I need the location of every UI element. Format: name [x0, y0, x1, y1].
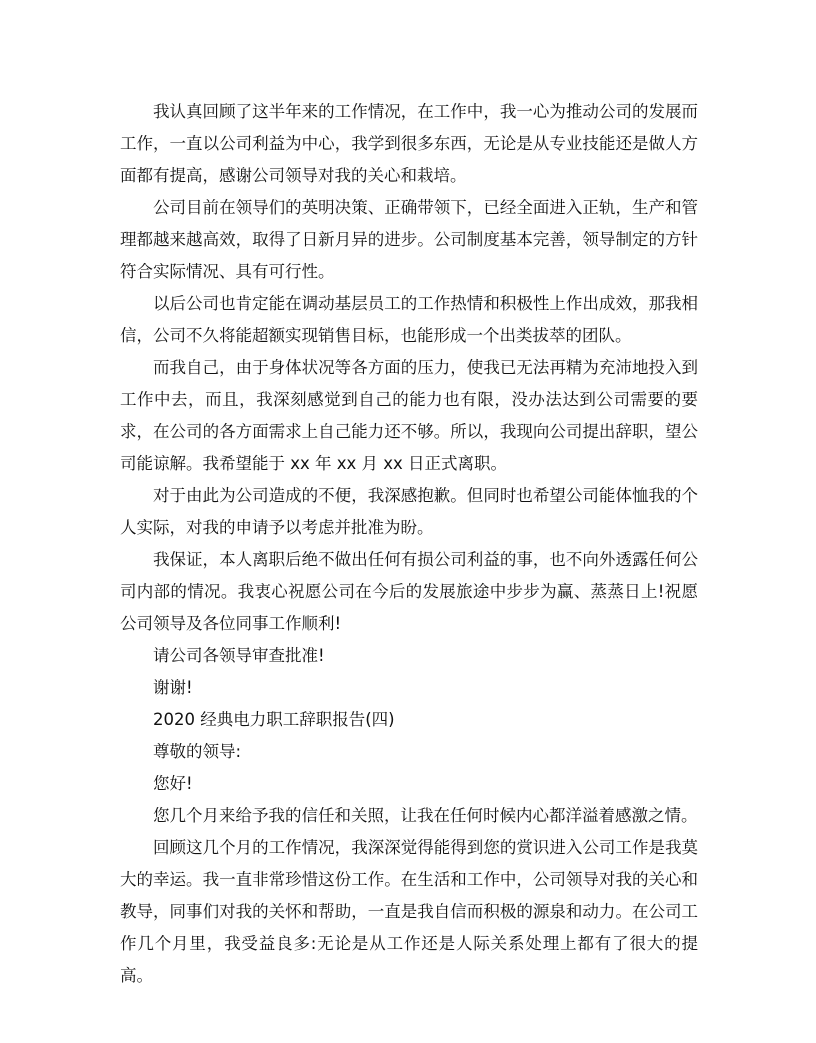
paragraph-8: 谢谢!: [153, 678, 193, 697]
section-heading: 2020 经典电力职工辞职报告(四): [153, 710, 395, 729]
paragraph-3: 以后公司也肯定能在调动基层员工的工作热情和积极性上作出成效，那我相信，公司不久将能超额实现销售目标，也能形成一个出类拔萃的团队。: [120, 294, 698, 345]
salutation: 尊敬的领导:: [153, 742, 242, 761]
paragraph-12: 您几个月来给予我的信任和关照，让我在任何时候内心都洋溢着感激之情。: [153, 806, 698, 825]
greeting: 您好!: [153, 774, 193, 793]
paragraph-13: 回顾这几个月的工作情况，我深深觉得能得到您的赏识进入公司工作是我莫大的幸运。我一直非常珍惜这份工作。在生活和工作中，公司领导对我的关心和教导，同事们对我的关怀和帮助，一直是我自信而积极的源泉和动力。在公司工作几个月里，我受益良多:无论是从工作还是人际关系处理上都有了很大的提高。: [120, 838, 698, 985]
paragraph-6: 我保证，本人离职后绝不做出任何有损公司利益的事，也不向外透露任何公司内部的情况。我衷心祝愿公司在今后的发展旅途中步步为赢、蒸蒸日上!祝愿公司领导及各位同事工作顺利!: [120, 550, 698, 633]
paragraph-7: 请公司各领导审查批准!: [153, 646, 325, 665]
paragraph-5: 对于由此为公司造成的不便，我深感抱歉。但同时也希望公司能体恤我的个人实际，对我的申请予以考虑并批准为盼。: [120, 486, 698, 537]
document-body: [120, 96, 698, 992]
paragraph-4: 而我自己，由于身体状况等各方面的压力，使我已无法再精为充沛地投入到工作中去，而且，我深刻感觉到自己的能力也有限，没办法达到公司需要的要求，在公司的各方面需求上自己能力还不够。所以，我现向公司提出辞职，望公司能谅解。我希望能于 xx 年 xx 月 xx 日正式离职。: [120, 358, 698, 473]
paragraph-1: 我认真回顾了这半年来的工作情况，在工作中，我一心为推动公司的发展而工作，一直以公司利益为中心，我学到很多东西，无论是从专业技能还是做人方面都有提高，感谢公司领导对我的关心和栽培。: [120, 102, 698, 185]
paragraph-2: 公司目前在领导们的英明决策、正确带领下，已经全面进入正轨，生产和管理都越来越高效，取得了日新月异的进步。公司制度基本完善，领导制定的方针符合实际情况、具有可行性。: [120, 198, 698, 281]
